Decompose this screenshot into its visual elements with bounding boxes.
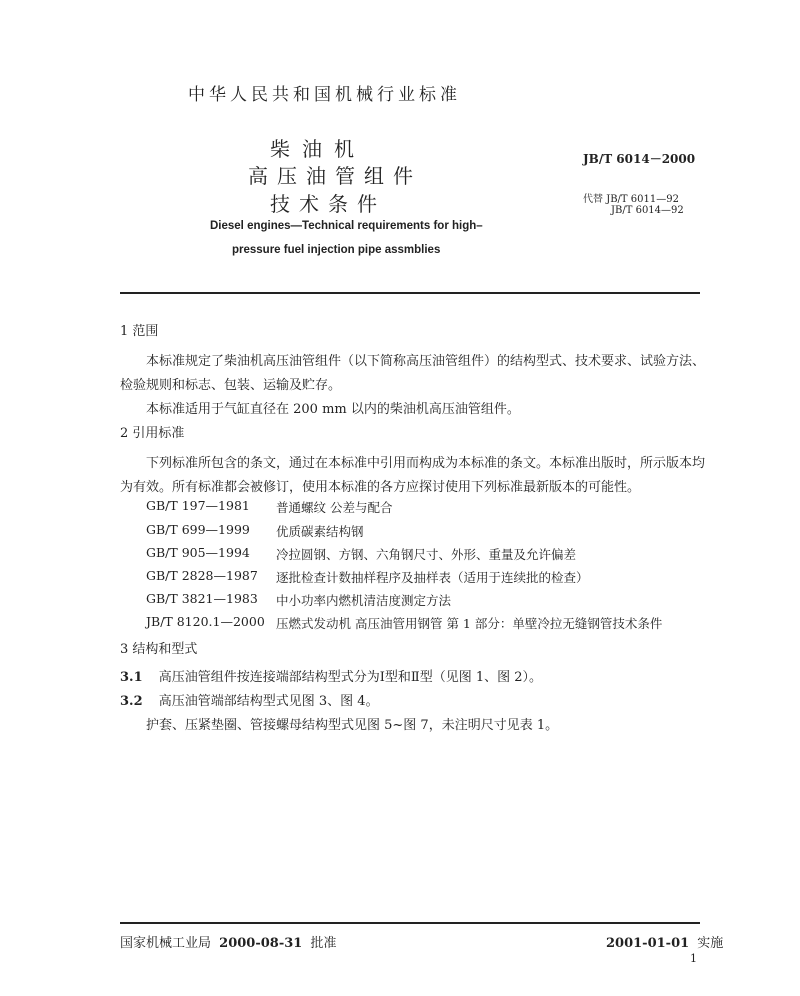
approval-line xyxy=(120,932,336,951)
clause-3-2-number: 3.2 xyxy=(120,694,143,709)
section-2-paragraph-b: 为有效。所有标准都会被修订，使用本标准的各方应探讨使用下列标准最新版本的可能性。 xyxy=(120,480,641,495)
reference-code: GB/T 699—1999 xyxy=(146,522,250,537)
clause-3-2 xyxy=(120,690,379,709)
reference-title: 优质碳素结构钢 xyxy=(276,524,364,539)
clause-3-2-paragraph-2: 护套、压紧垫圈、管接螺母结构型式见图 5~图 7，未注明尺寸见表 1。 xyxy=(146,718,559,733)
doc-title-line-3: 技术条件 xyxy=(270,192,386,216)
reference-code: GB/T 197—1981 xyxy=(146,498,250,513)
reference-title: 普通螺纹 公差与配合 xyxy=(276,500,393,515)
org-standard-title: 中华人民共和国机械行业标准 xyxy=(188,85,461,105)
replaces-line-1 xyxy=(583,190,679,205)
section-1-title: 1 范围 xyxy=(120,324,159,339)
doc-title-line-2: 高压油管组件 xyxy=(248,164,422,188)
doc-title-line-1: 柴油机 xyxy=(270,137,366,161)
standard-code: JB/T 6014－2000 xyxy=(583,152,696,166)
section-1-paragraph-1b: 检验规则和标志、包装、运输及贮存。 xyxy=(120,378,342,393)
header-divider xyxy=(120,292,700,294)
clause-3-1-number: 3.1 xyxy=(120,670,143,685)
implementation-line xyxy=(606,932,723,951)
reference-title: 中小功率内燃机清洁度测定方法 xyxy=(276,593,452,608)
section-2-paragraph-a: 下列标准所包含的条文，通过在本标准中引用而构成为本标准的条文。本标准出版时，所示版本均 xyxy=(146,456,706,471)
implementation-label: 实施 xyxy=(697,936,724,951)
footer-divider xyxy=(120,922,700,924)
replaces-code-1: JB/T 6011—92 xyxy=(606,194,679,205)
english-title-line-2: pressure fuel injection pipe assmblies xyxy=(232,244,441,256)
page-number: 1 xyxy=(690,952,697,965)
approval-date: 2000-08-31 xyxy=(219,936,303,951)
implementation-date: 2001-01-01 xyxy=(606,936,690,951)
reference-code: GB/T 905—1994 xyxy=(146,545,250,560)
approval-org: 国家机械工业局 xyxy=(120,936,212,951)
english-title-line-1: Diesel engines—Technical requirements for high– xyxy=(210,220,483,232)
reference-code: GB/T 3821—1983 xyxy=(146,591,258,606)
section-3-title: 3 结构和型式 xyxy=(120,642,198,657)
section-1-paragraph-2: 本标准适用于气缸直径在 200 mm 以内的柴油机高压油管组件。 xyxy=(146,402,520,417)
section-1-paragraph-1a: 本标准规定了柴油机高压油管组件（以下简称高压油管组件）的结构型式、技术要求、试验方法、 xyxy=(146,354,706,369)
clause-3-2-text: 高压油管端部结构型式见图 3、图 4。 xyxy=(158,694,379,709)
reference-title: 冷拉圆钢、方钢、六角钢尺寸、外形、重量及允许偏差 xyxy=(276,547,577,562)
reference-title: 压燃式发动机 高压油管用钢管 第 1 部分：单壁冷拉无缝钢管技术条件 xyxy=(276,616,663,631)
replaces-code-2: JB/T 6014—92 xyxy=(611,205,684,216)
reference-title: 逐批检查计数抽样程序及抽样表（适用于连续批的检查） xyxy=(276,570,589,585)
reference-code: JB/T 8120.1—2000 xyxy=(146,614,265,629)
clause-3-1-text: 高压油管组件按连接端部结构型式分为Ⅰ型和Ⅱ型（见图 1、图 2）。 xyxy=(158,670,543,685)
clause-3-1 xyxy=(120,666,542,685)
replaces-label: 代替 xyxy=(583,194,603,205)
approval-label: 批准 xyxy=(310,936,337,951)
reference-code: GB/T 2828—1987 xyxy=(146,568,258,583)
section-2-title: 2 引用标准 xyxy=(120,426,185,441)
